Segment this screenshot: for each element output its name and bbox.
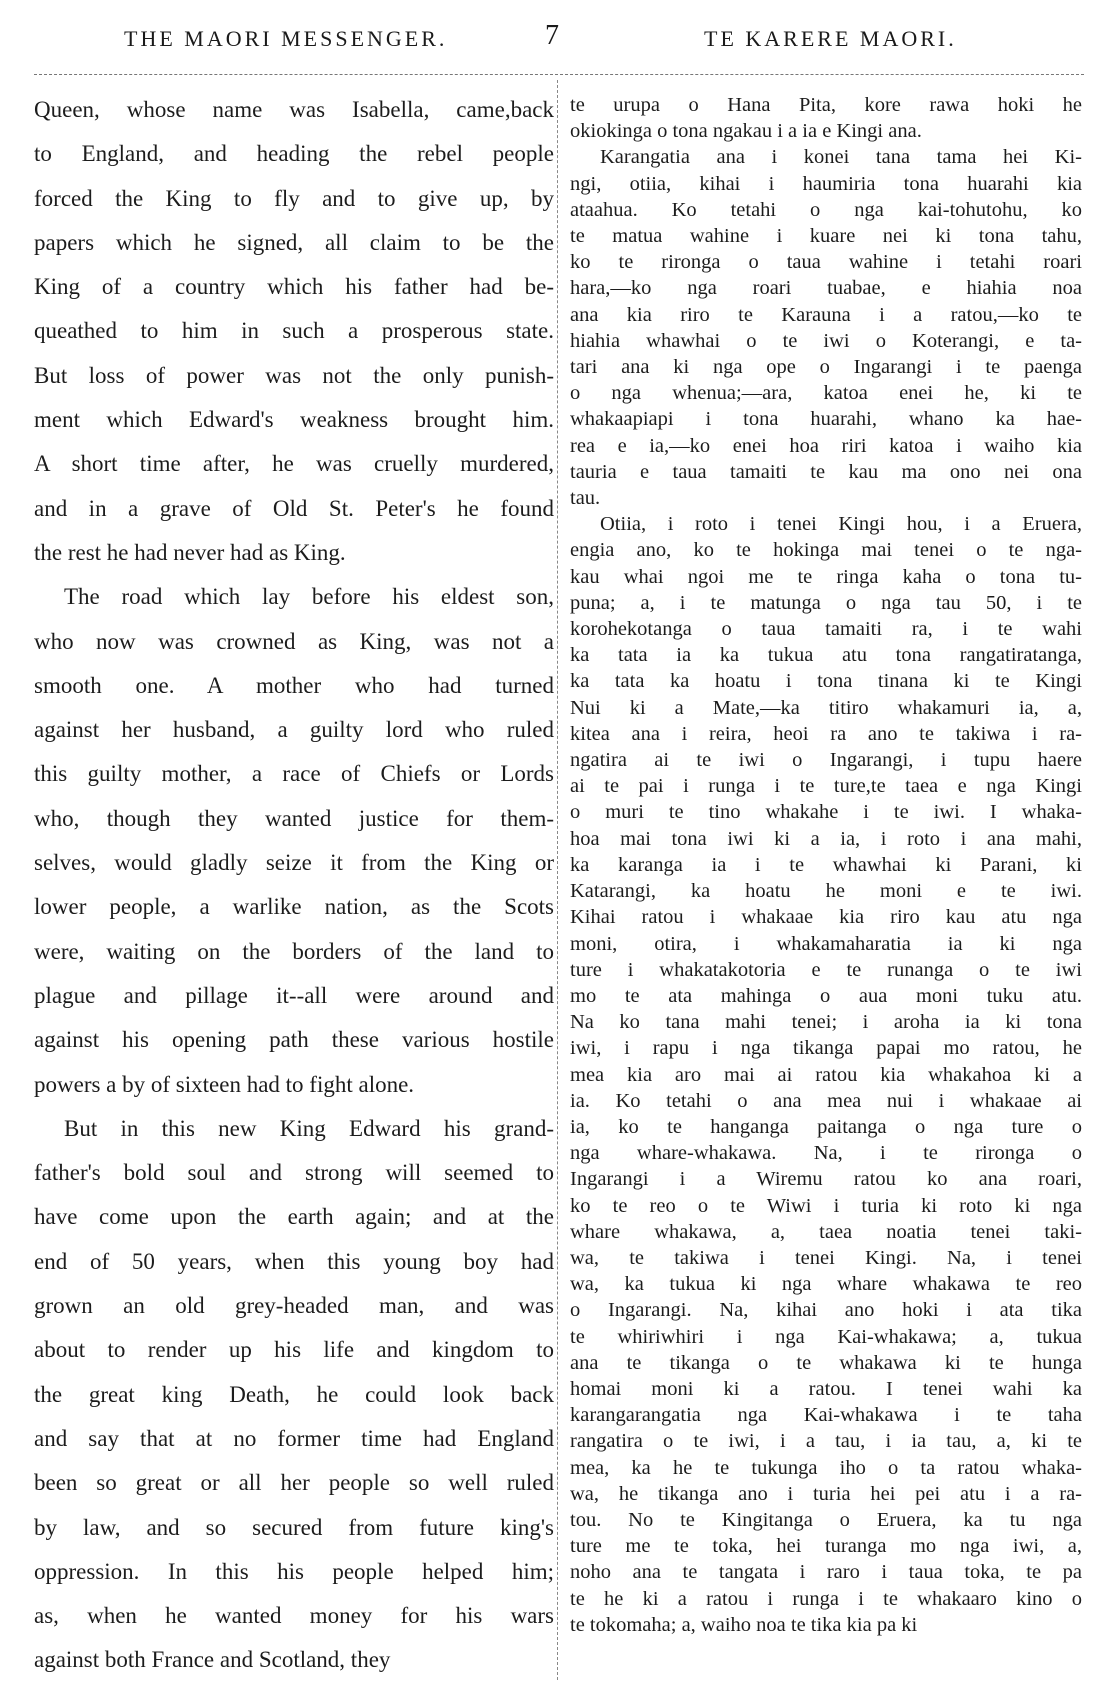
text-line: A short time after, he was cruelly murdered,: [34, 451, 554, 477]
text-line: ka karanga ia i te whawhai ki Parani, ki: [570, 853, 1082, 876]
text-line: Nui ki a Mate,—ka titiro whakamuri ia, a,: [570, 696, 1082, 719]
text-line: But in this new King Edward his grand-: [64, 1115, 554, 1141]
text-line: and say that at no former time had England: [34, 1425, 554, 1451]
text-line: have come upon the earth again; and at the: [34, 1204, 554, 1230]
text-line: ataahua. Ko tetahi o nga kai-tohutohu, ko: [570, 198, 1082, 221]
text-line: karangarangatia nga Kai-whakawa i te taha: [570, 1404, 1082, 1427]
text-line: ture i whakatakotoria e te runanga o te iwi: [570, 958, 1082, 981]
text-line: ko te reo o te Wiwi i turia ki roto ki nga: [570, 1194, 1082, 1217]
text-line: o nga whenua;—ara, katoa enei he, ki te: [570, 382, 1082, 405]
text-line: were, waiting on the borders of the land to: [34, 938, 554, 964]
text-line: wa, te takiwa i tenei Kingi. Na, i tenei: [570, 1246, 1082, 1269]
text-line: o muri te tino whakahe i te iwi. I whaka-: [570, 801, 1082, 824]
text-line: against both France and Scotland, they: [34, 1647, 391, 1673]
text-line: ture me te toka, hei turanga mo nga iwi, a,: [570, 1535, 1082, 1558]
text-line: ka tata ia ka tukua atu tona rangatiratanga,: [570, 644, 1082, 667]
text-line: nga whare-whakawa. Na, i te rironga o: [570, 1142, 1082, 1165]
text-line: te tokomaha; a, waiho noa te tika kia pa ki: [570, 1613, 918, 1636]
text-line: moni, otira, i whakamaharatia ia ki nga: [570, 932, 1082, 955]
text-line: But loss of power was not the only punish-: [34, 362, 554, 388]
text-line: ai te pai i runga i te ture,te taea e nga Kingi: [570, 775, 1082, 798]
text-line: against his opening path these various hostile: [34, 1027, 554, 1053]
text-line: as, when he wanted money for his wars: [34, 1603, 554, 1629]
text-line: against her husband, a guilty lord who ruled: [34, 717, 554, 743]
text-line: the rest he had never had as King.: [34, 539, 346, 565]
text-line: rangatira o te iwi, i a tau, i ia tau, a, ki te: [570, 1430, 1082, 1453]
text-line: about to render up his life and kingdom to: [34, 1337, 554, 1363]
text-line: tauria e taua tamaiti te kau ma ono nei ona: [570, 460, 1082, 483]
text-line: this guilty mother, a race of Chiefs or Lords: [34, 761, 554, 787]
text-line: lower people, a warlike nation, as the Scots: [34, 894, 554, 920]
text-line: mo te ata mahinga o aua moni tuku atu.: [570, 984, 1082, 1007]
text-line: hara,—ko nga roari tuabae, e hiahia noa: [570, 277, 1082, 300]
text-line: father's bold soul and strong will seemed to: [34, 1160, 554, 1186]
text-line: ia. Ko tetahi o ana mea nui i whakaae ai: [570, 1089, 1082, 1112]
text-line: te matua wahine i kuare nei ki tona tahu,: [570, 225, 1082, 248]
text-line: tou. No te Kingitanga o Eruera, ka tu nga: [570, 1508, 1082, 1531]
text-line: wa, he tikanga ano i turia hei pei atu i a ra-: [570, 1482, 1082, 1505]
column-divider: [557, 80, 558, 1680]
text-line: te he ki a ratou i runga i te whakaaro kino o: [570, 1587, 1082, 1610]
text-line: engia ano, ko te hokinga mai tenei o te nga-: [570, 539, 1082, 562]
text-line: wa, ka tukua ki nga whare whakawa te reo: [570, 1273, 1082, 1296]
maori-paragraph: [570, 144, 1082, 511]
maori-masthead-title: TE KARERE MAORI.: [704, 26, 957, 51]
text-line: kitea ana i reira, heoi ra ano te takiwa i ra-: [570, 722, 1082, 745]
text-line: papers which he signed, all claim to be the: [34, 229, 554, 255]
text-line: ia, ko te hanganga paitanga o nga ture o: [570, 1115, 1082, 1138]
text-line: Karangatia ana i konei tana tama hei Ki-: [600, 146, 1082, 169]
text-line: Katarangi, ka hoatu he moni e te iwi.: [570, 880, 1082, 903]
maori-paragraph: [570, 92, 1082, 144]
english-paragraph: [34, 575, 554, 1107]
text-line: King of a country which his father had be-: [34, 274, 554, 300]
text-line: korohekotanga o taua tamaiti ra, i te wahi: [570, 618, 1082, 641]
header-divider: [34, 74, 1084, 75]
text-line: whakaapiapi i tona huarahi, whano ka hae-: [570, 408, 1082, 431]
text-line: ka tata ka hoatu i tona tinana ki te Kingi: [570, 670, 1082, 693]
text-line: te whiriwhiri i nga Kai-whakawa; a, tukua: [570, 1325, 1082, 1348]
maori-paragraph: [570, 511, 1082, 1638]
text-line: and in a grave of Old St. Peter's he found: [34, 495, 554, 521]
text-line: mea, ka he te tukunga iho o ta ratou whaka-: [570, 1456, 1082, 1479]
text-line: tau.: [570, 487, 601, 510]
text-line: selves, would gladly seize it from the King or: [34, 850, 554, 876]
text-line: ko te rironga o taua wahine i tetahi roari: [570, 251, 1082, 274]
text-line: been so great or all her people so well ruled: [34, 1470, 554, 1496]
text-line: hoa mai tona iwi ki a ia, i roto i ana mahi,: [570, 827, 1082, 850]
text-line: tari ana ki nga ope o Ingarangi i te paenga: [570, 356, 1082, 379]
english-paragraph: [34, 88, 554, 575]
text-line: oppression. In this his people helped him;: [34, 1558, 554, 1584]
text-line: who, though they wanted justice for them-: [34, 805, 554, 831]
text-line: to England, and heading the rebel people: [34, 141, 554, 167]
text-line: puna; a, i te matunga o nga tau 50, i te: [570, 591, 1082, 614]
text-line: ngatira ai te iwi o Ingarangi, i tupu haere: [570, 749, 1082, 772]
text-line: noho ana te tangata i raro i taua toka, te pa: [570, 1561, 1082, 1584]
english-paragraph: [34, 1107, 554, 1683]
text-line: plague and pillage it--all were around and: [34, 982, 554, 1008]
text-line: by law, and so secured from future king's: [34, 1514, 554, 1540]
text-line: ngi, otiia, kihai i haumiria tona huarahi kia: [570, 172, 1082, 195]
text-line: smooth one. A mother who had turned: [34, 672, 554, 698]
text-line: ana kia riro te Karauna i a ratou,—ko te: [570, 303, 1082, 326]
text-line: iwi, i rapu i nga tikanga papai mo ratou, he: [570, 1037, 1082, 1060]
text-line: kau whai ngoi me te ringa kaha o tona tu-: [570, 565, 1082, 588]
maori-column: [570, 92, 1082, 1638]
text-line: The road which lay before his eldest son,: [64, 584, 554, 610]
text-line: who now was crowned as King, was not a: [34, 628, 554, 654]
text-line: Kihai ratou i whakaae kia riro kau atu nga: [570, 906, 1082, 929]
english-column: [34, 88, 554, 1683]
text-line: rea e ia,—ko enei hoa riri katoa i waiho kia: [570, 434, 1082, 457]
text-line: o Ingarangi. Na, kihai ano hoki i ata tika: [570, 1299, 1082, 1322]
text-line: homai moni ki a ratou. I tenei wahi ka: [570, 1377, 1082, 1400]
text-line: the great king Death, he could look back: [34, 1381, 554, 1407]
text-line: te urupa o Hana Pita, kore rawa hoki he: [570, 94, 1082, 116]
page-number: 7: [545, 20, 559, 51]
text-line: Ingarangi i a Wiremu ratou ko ana roari,: [570, 1168, 1082, 1191]
text-line: grown an old grey-headed man, and was: [34, 1293, 554, 1319]
text-line: ana te tikanga o te whakawa ki te hunga: [570, 1351, 1082, 1374]
text-line: okiokinga o tona ngakau i a ia e Kingi ana.: [570, 120, 922, 143]
text-line: end of 50 years, when this young boy had: [34, 1248, 554, 1274]
text-line: Na ko tana mahi tenei; i aroha ia ki tona: [570, 1011, 1082, 1034]
english-masthead-title: THE MAORI MESSENGER.: [124, 26, 448, 51]
text-line: Otiia, i roto i tenei Kingi hou, i a Eruera,: [600, 513, 1082, 536]
text-line: whare whakawa, a, taea noatia tenei taki-: [570, 1220, 1082, 1243]
text-line: ment which Edward's weakness brought him.: [34, 407, 554, 433]
text-line: powers a by of sixteen had to fight alone.: [34, 1071, 415, 1097]
text-line: forced the King to fly and to give up, by: [34, 185, 554, 211]
text-line: queathed to him in such a prosperous state.: [34, 318, 554, 344]
text-line: Queen, whose name was Isabella, came,back: [34, 97, 554, 122]
text-line: hiahia whawhai o te iwi o Koterangi, e ta-: [570, 329, 1082, 352]
text-line: mea kia aro mai ai ratou kia whakahoa ki a: [570, 1063, 1082, 1086]
